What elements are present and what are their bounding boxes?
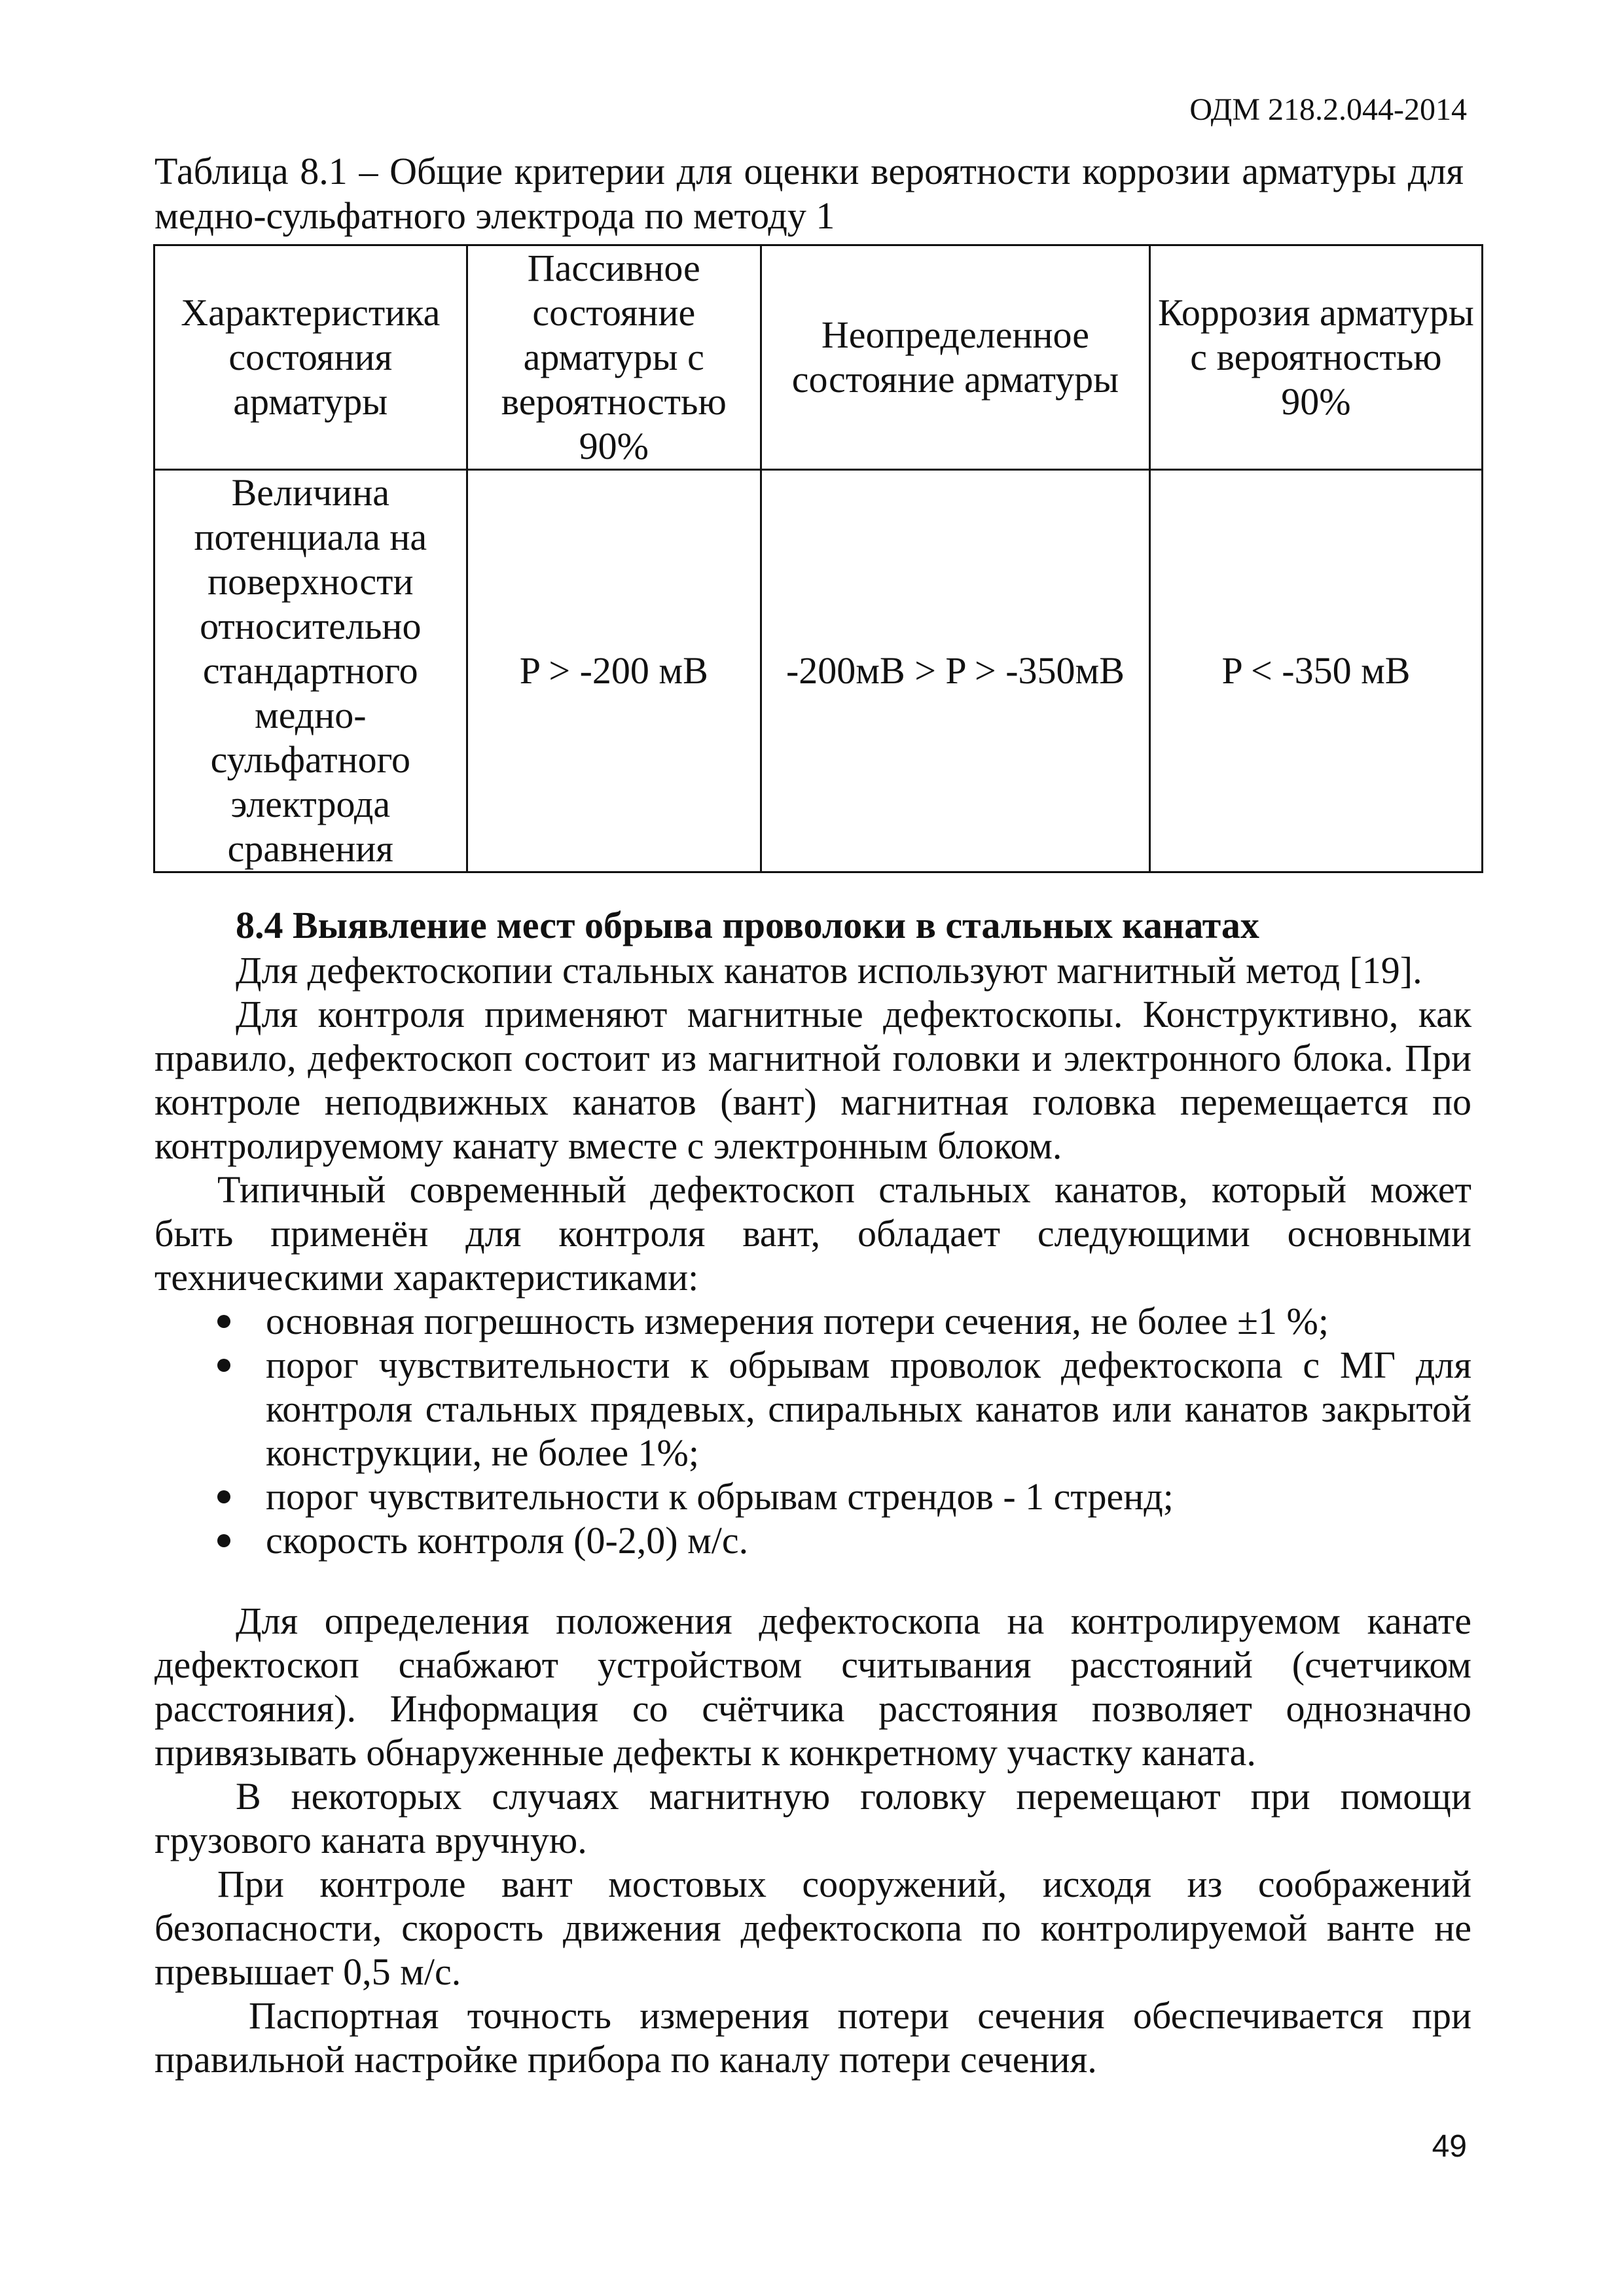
paragraph-1: Для дефектоскопии стальных канатов используют магнитный метод [19]. bbox=[236, 949, 1422, 992]
bullet-icon bbox=[217, 1359, 230, 1372]
table-header-cell: Неопределенное состояние арматуры bbox=[761, 245, 1150, 470]
table-header-cell: Пассивное состояние арматуры с вероятностью 90% bbox=[467, 245, 761, 470]
list-item: порог чувствительности к обрывам проволок дефектоскопа с МГ для контроля стальных прядевых, спиральных канатов или канатов закрытой конструкции, не более 1%; bbox=[154, 1343, 1471, 1475]
characteristics-list bbox=[154, 1299, 1471, 1562]
criteria-table bbox=[153, 244, 1483, 873]
list-item: основная погрешность измерения потери сечения, не более ±1 %; bbox=[154, 1299, 1471, 1343]
paragraph-6: При контроле вант мостовых сооружений, исходя из соображений безопасности, скорость движения дефектоскопа по контролируемой ванте не превышает 0,5 м/с. bbox=[154, 1863, 1471, 1993]
table-header-row bbox=[154, 245, 1483, 470]
list-item: порог чувствительности к обрывам стрендов - 1 стренд; bbox=[154, 1475, 1471, 1518]
paragraph-3: Типичный современный дефектоскоп стальных канатов, который может быть применён для контроля вант, обладает следующими основными техническими характеристиками: bbox=[154, 1168, 1471, 1299]
table-row bbox=[154, 470, 1483, 872]
page-number: 49 bbox=[1432, 2129, 1467, 2164]
table-header-cell: Коррозия арматуры с вероятностью 90% bbox=[1149, 245, 1482, 470]
table-cell: P < -350 мВ bbox=[1149, 470, 1482, 872]
bullet-icon bbox=[217, 1315, 230, 1328]
table-cell: Величина потенциала на поверхности относительно стандартного медно-сульфатного электрода сравнения bbox=[154, 470, 467, 872]
bullet-icon bbox=[217, 1490, 230, 1503]
table-cell: P > -200 мВ bbox=[467, 470, 761, 872]
bullet-icon bbox=[217, 1534, 230, 1547]
paragraph-7: Паспортная точность измерения потери сечения обеспечивается при правильной настройке прибора по каналу потери сечения. bbox=[154, 1994, 1471, 2081]
table-caption: Таблица 8.1 – Общие критерии для оценки вероятности коррозии арматуры для медно-сульфатного электрода по методу 1 bbox=[154, 150, 1464, 237]
paragraph-2: Для контроля применяют магнитные дефектоскопы. Конструктивно, как правило, дефектоскоп состоит из магнитной головки и электронного блока. При контроле неподвижных канатов (вант) магнитная головка перемещается по контролируемому канату вместе с электронным блоком. bbox=[154, 993, 1471, 1167]
paragraph-5: В некоторых случаях магнитную головку перемещают при помощи грузового каната вручную. bbox=[154, 1775, 1471, 1861]
table-header-cell: Характеристика состояния арматуры bbox=[154, 245, 467, 470]
paragraph-4: Для определения положения дефектоскопа на контролируемом канате дефектоскоп снабжают устройством считывания расстояний (счетчиком расстояния). Информация со счётчика расстояния позволяет однозначно привязывать обнаруженные дефекты к конкретному участку каната. bbox=[154, 1600, 1471, 1774]
document-code: ОДМ 218.2.044-2014 bbox=[1189, 92, 1467, 127]
list-item: скорость контроля (0-2,0) м/с. bbox=[154, 1518, 1471, 1562]
table-cell: -200мВ > P > -350мВ bbox=[761, 470, 1150, 872]
section-title: 8.4 Выявление мест обрыва проволоки в стальных канатах bbox=[236, 904, 1259, 946]
